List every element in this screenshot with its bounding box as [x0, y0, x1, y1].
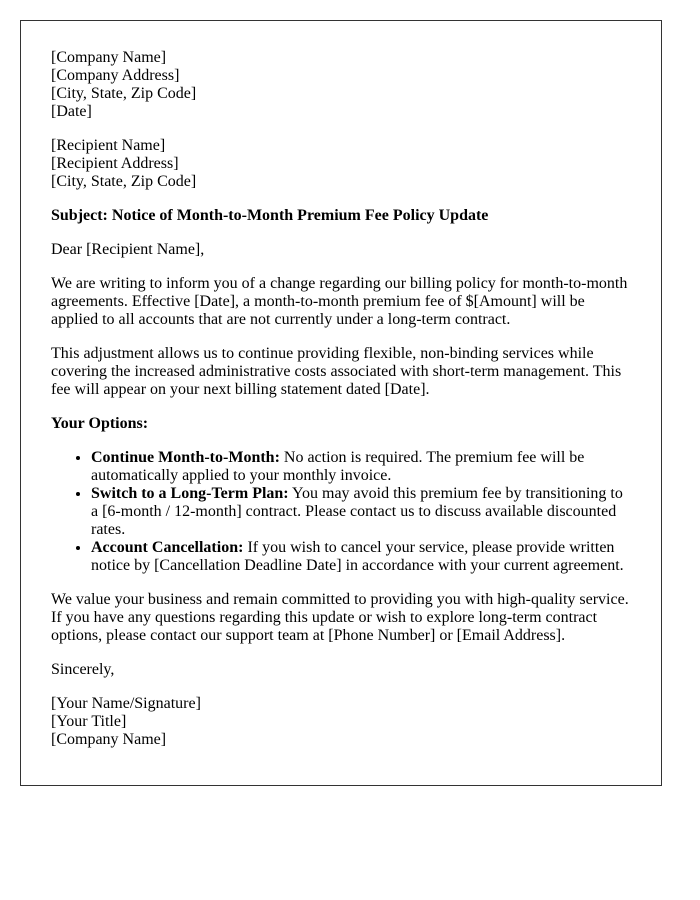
body-paragraph-3: We value your business and remain committed to providing you with high-quality service. If you have any questions regarding this update or wish to explore long-term contract options, please contact our support team at [Phone Number] or [Email Address].: [51, 591, 629, 644]
subject-line: Subject: Notice of Month-to-Month Premium Fee Policy Update: [51, 207, 489, 224]
signature-block: [51, 695, 631, 749]
recipient-address: [Recipient Address]: [51, 155, 179, 172]
recipient-city-state-zip: [City, State, Zip Code]: [51, 173, 197, 190]
sender-company-name: [Company Name]: [51, 49, 167, 66]
option-title: Continue Month-to-Month:: [91, 449, 280, 466]
option-text: No action is required. The premium fee will be automatically applied to your monthly invoice.: [91, 449, 585, 484]
option-item-cancellation: [91, 539, 631, 575]
options-list: [51, 449, 631, 575]
signature-title: [Your Title]: [51, 713, 127, 730]
closing: Sincerely,: [51, 661, 115, 678]
sender-company-address: [Company Address]: [51, 67, 180, 84]
letter-container: [20, 20, 662, 786]
body-paragraph-1: We are writing to inform you of a change regarding our billing policy for month-to-month agreements. Effective [Date], a month-to-month premium fee of $[Amount] will be applied to all accounts that are not currently under a long-term contract.: [51, 275, 628, 328]
sender-block: [51, 49, 631, 121]
option-title: Account Cancellation:: [91, 539, 244, 556]
option-title: Switch to a Long-Term Plan:: [91, 485, 289, 502]
sender-city-state-zip: [City, State, Zip Code]: [51, 85, 197, 102]
signature-company: [Company Name]: [51, 731, 167, 748]
salutation: Dear [Recipient Name],: [51, 241, 205, 258]
signature-name: [Your Name/Signature]: [51, 695, 201, 712]
option-text: You may avoid this premium fee by transitioning to a [6-month / 12-month] contract. Please contact us to discuss available discounted rates.: [91, 485, 623, 538]
option-item-switch-plan: [91, 485, 631, 539]
recipient-block: [51, 137, 631, 191]
body-paragraph-2: This adjustment allows us to continue providing flexible, non-binding services while covering the increased administrative costs associated with short-term management. This fee will appear on your next billing statement dated [Date].: [51, 345, 622, 398]
option-item-continue: [91, 449, 631, 485]
letter-date: [Date]: [51, 103, 92, 120]
recipient-name: [Recipient Name]: [51, 137, 166, 154]
option-text: If you wish to cancel your service, please provide written notice by [Cancellation Deadline Date] in accordance with your current agreement.: [91, 539, 624, 574]
options-heading: Your Options:: [51, 415, 149, 432]
